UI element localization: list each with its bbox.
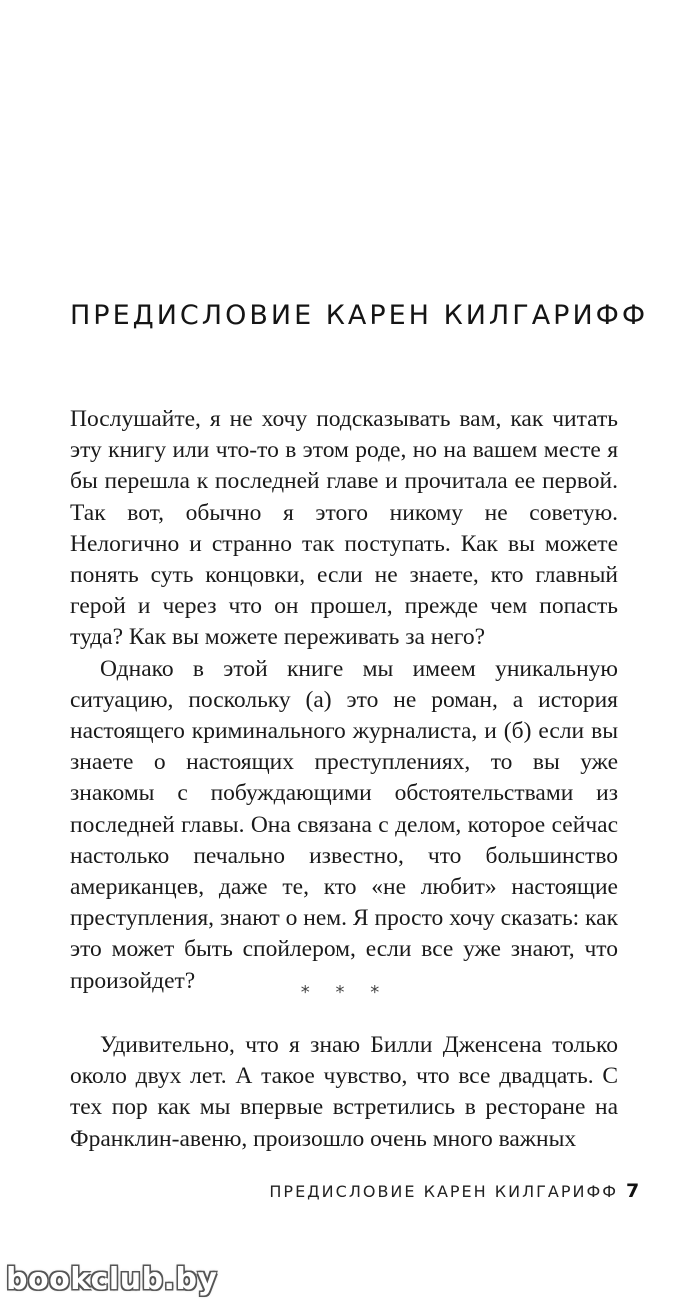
body-text-section-1	[70, 404, 618, 997]
page-number: 7	[626, 1180, 640, 1202]
running-footer-title: ПРЕДИСЛОВИЕ КАРЕН КИЛГАРИФФ	[269, 1182, 618, 1201]
watermark-logo: bookclub.by	[6, 1262, 218, 1297]
body-text-section-2	[70, 1030, 618, 1155]
chapter-title: ПРЕДИСЛОВИЕ КАРЕН КИЛГАРИФФ	[70, 300, 649, 331]
paragraph-1: Послушайте, я не хочу подсказывать вам, как читать эту книгу или что-то в этом роде, но на вашем месте я бы перешла к последней главе и прочитала ее первой. Так вот, обычно я этого никому не советую. Нелогично и странно так поступать. Как вы можете понять суть концовки, если не знаете, кто главный герой и через что он прошел, прежде чем попасть туда? Как вы можете переживать за него?	[70, 406, 618, 651]
paragraph-2: Однако в этой книге мы имеем уникальную ситуацию, поскольку (а) это не роман, а история настоящего криминального журналиста, и (б) если вы знаете о настоящих преступлениях, то вы уже знакомы с побуждающими обстоятельствами из последней главы. Она связана с делом, которое сейчас настолько печально известно, что большинство американцев, даже те, кто «не любит» настоящие преступления, знают о нем. Я просто хочу сказать: как это может быть спойлером, если все уже знают, что произойдет?	[70, 655, 618, 994]
paragraph-3: Удивительно, что я знаю Билли Дженсена только около двух лет. А такое чувство, что все двадцать. С тех пор как мы впервые встретились в ресторане на Франклин-авеню, произошло очень много важных	[70, 1032, 618, 1152]
section-separator: * * *	[300, 982, 390, 1003]
